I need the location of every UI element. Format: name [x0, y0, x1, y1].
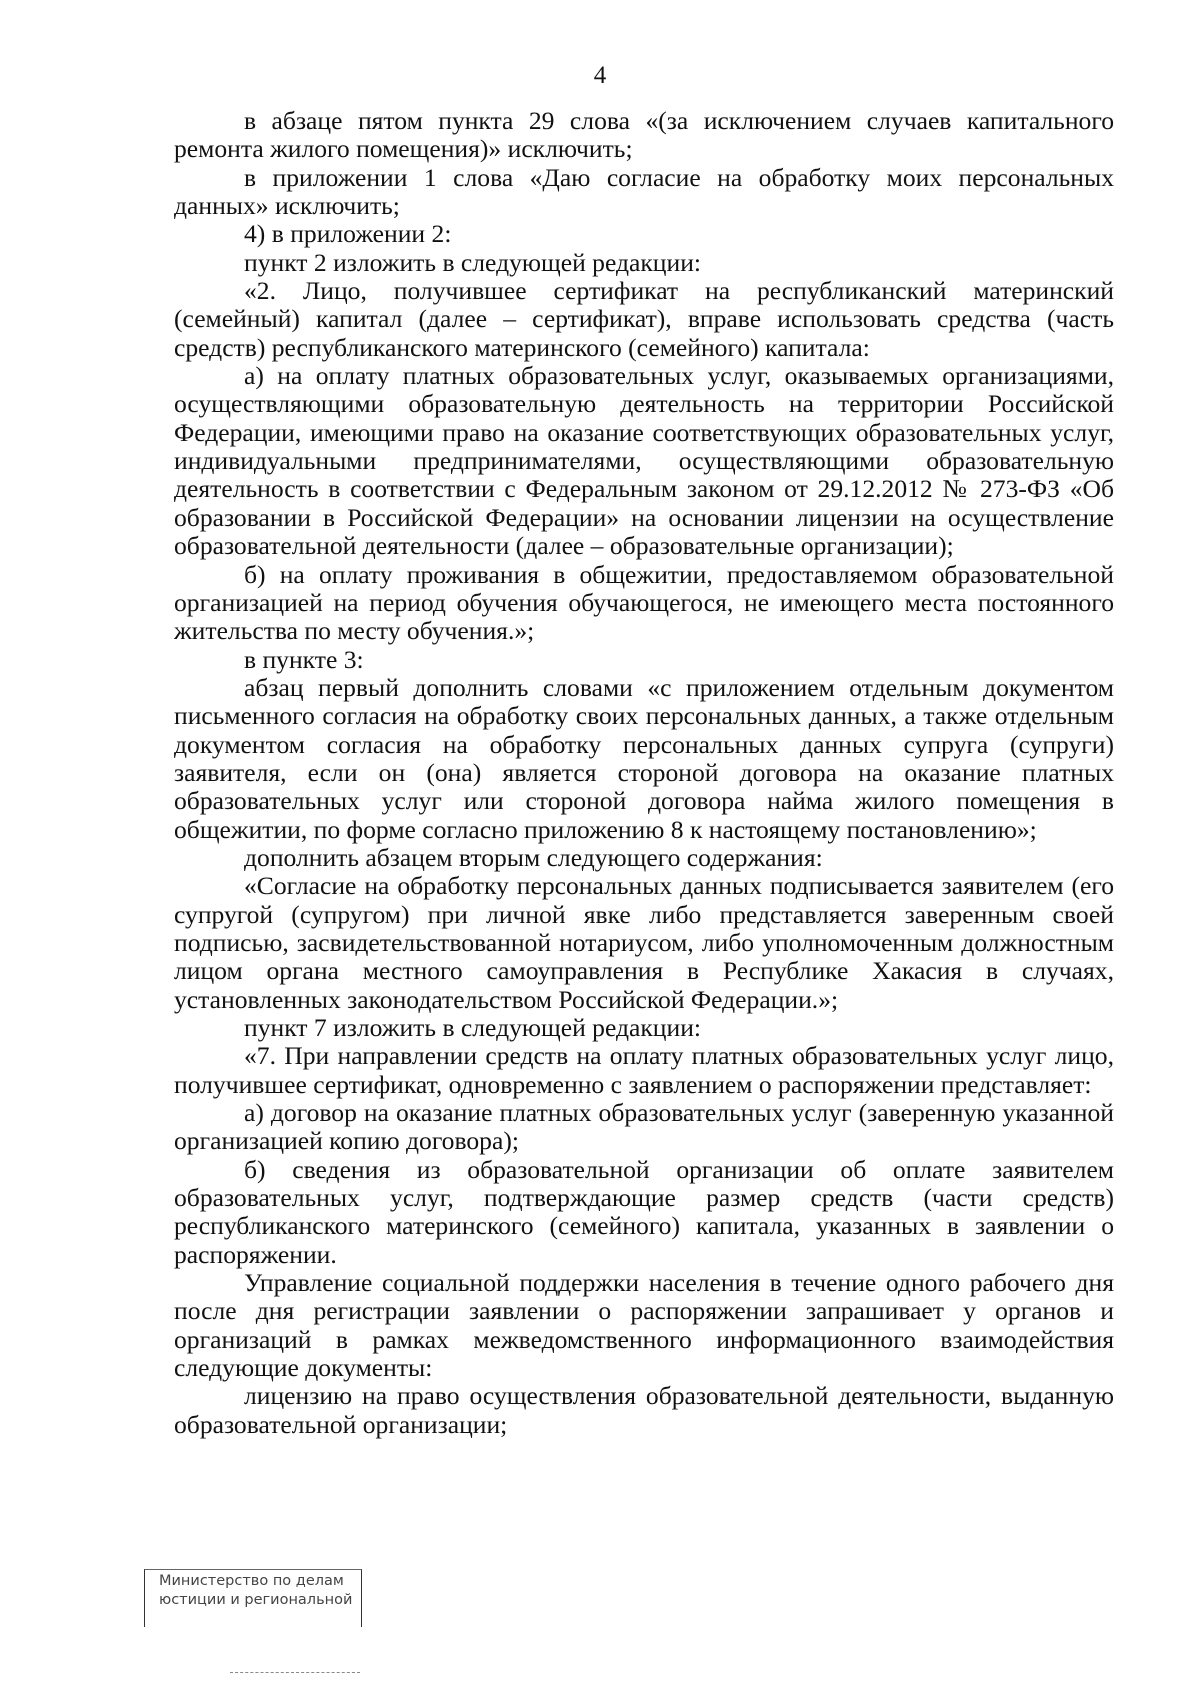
paragraph: 4) в приложении 2: — [244, 219, 452, 249]
ministry-stamp — [144, 1569, 362, 1627]
paragraph: в абзаце пятом пункта 29 слова «(за исключением случаев капитального ремонта жилого помещения)» исключить; — [174, 106, 1114, 164]
paragraph: а) на оплату платных образовательных услуг, оказываемых организациями, осуществляющими образовательную деятельность на территории Российской Федерации, имеющими право на оказание соответствующих образовательных услуг, индивидуальными предпринимателями, осуществляющими образовательную деятельность в соответствии с Федеральным законом от 29.12.2012 № 273-ФЗ «Об образовании в Российской Федерации» на основании лицензии на осуществление образовательной деятельности (далее – образовательные организации); — [174, 361, 1114, 561]
paragraph: «2. Лицо, получившее сертификат на республиканский материнский (семейный) капитал (далее – сертификат), вправе использовать средства (часть средств) республиканского материнского (семейного) капитала: — [174, 276, 1114, 362]
page-number: 4 — [593, 62, 607, 89]
paragraph: б) сведения из образовательной организации об оплате заявителем образовательных услуг, подтверждающие размер средств (части средств) республиканского материнского (семейного) капитала, указанных в заявлении о распоряжении. — [174, 1154, 1114, 1269]
stamp-underline — [230, 1672, 360, 1673]
paragraph: б) на оплату проживания в общежитии, предоставляемом образовательной организацией на период обучения обучающегося, не имеющего места постоянного жительства по месту обучения.»; — [174, 559, 1114, 646]
paragraph: а) договор на оказание платных образовательных услуг (заверенную указанной организацией копию договора); — [174, 1098, 1114, 1156]
paragraph: абзац первый дополнить словами «с приложением отдельным документом письменного согласия на обработку своих персональных данных, а также отдельным документом согласия на обработку персональных данных супруга (супруги) заявителя, если он (она) является стороной договора на оказание платных образовательных услуг или стороной договора найма жилого помещения в общежитии, по форме согласно приложению 8 к настоящему постановлению»; — [174, 672, 1114, 844]
paragraph: «7. При направлении средств на оплату платных образовательных услуг лицо, получившее сертификат, одновременно с заявлением о распоряжении представляет: — [174, 1041, 1114, 1099]
paragraph: дополнить абзацем вторым следующего содержания: — [244, 842, 823, 872]
paragraph: «Согласие на обработку персональных данных подписывается заявителем (его супругой (супругом) при личной явке либо представляется заверенным своей подписью, засвидетельствованной нотариусом, либо уполномоченным должностным лицом органа местного самоуправления в Республике Хакасия в случаях, установленных законодательством Российской Федерации.»; — [174, 871, 1114, 1014]
paragraph: пункт 7 изложить в следующей редакции: — [244, 1013, 702, 1042]
paragraph: в приложении 1 слова «Даю согласие на обработку моих персональных данных» исключить; — [174, 162, 1114, 221]
paragraph: в пункте 3: — [244, 644, 364, 674]
stamp-line: Министерство по делам — [159, 1573, 344, 1589]
stamp-line: юстиции и региональной — [159, 1592, 353, 1608]
paragraph: Управление социальной поддержки населения в течение одного рабочего дня после дня регистрации заявлении о распоряжении запрашивает у органов и организаций в рамках межведомственного информационного взаимодействия следующие документы: — [174, 1268, 1114, 1383]
document-body — [174, 107, 1114, 1439]
paragraph: лицензию на право осуществления образовательной деятельности, выданную образовательной организации; — [174, 1381, 1114, 1439]
paragraph: пункт 2 изложить в следующей редакции: — [244, 247, 702, 277]
